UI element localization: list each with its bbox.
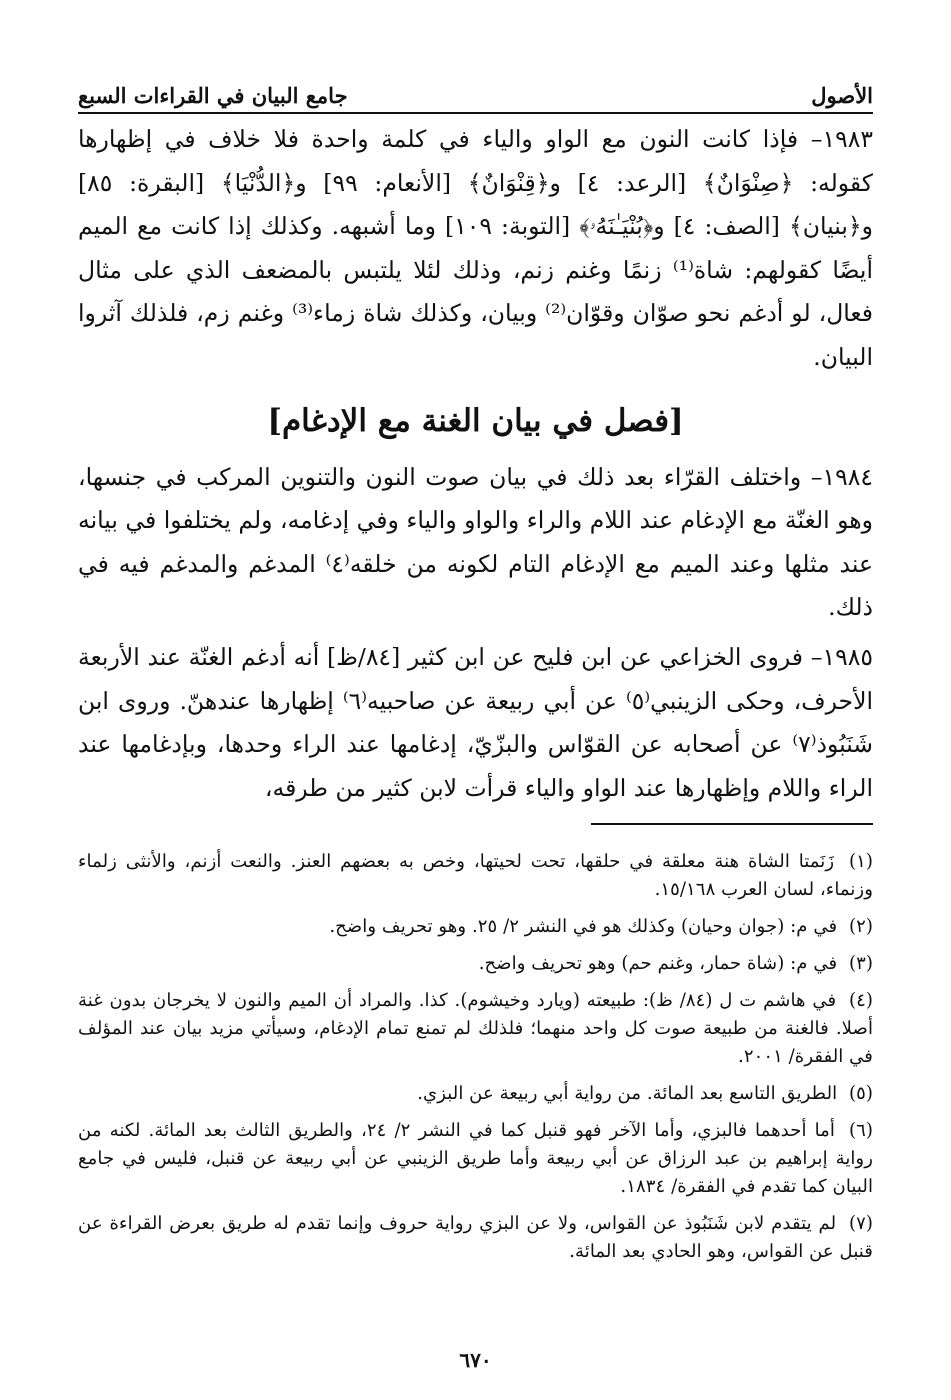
footnote-text: لم يتقدم لابن شَنَبُوذ عن القواس، ولا عن البزي رواية حروف وإنما تقدم له طريق بعرض القراءة عن قنبل عن القواس، وهو الحادي بعد المائة. [78, 1213, 873, 1262]
footnote-7 [78, 1210, 873, 1266]
footnote-5 [78, 1080, 873, 1108]
footnote-text: زَنَمتا الشاة هنة معلقة في حلقها، تحت لحيتها، وخص به بعضهم العنز. والنعت أزنم، والأنثى زلماء وزنماء، لسان العرب ١٥/١٦٨. [78, 851, 873, 900]
footnote-text: في م: (شاة حمار، وغنم حم) وهو تحريف واضح. [478, 953, 838, 974]
paragraph-1983 [78, 118, 873, 380]
footnote-3 [78, 950, 873, 978]
paragraph-text: فروى الخزاعي عن ابن فليح عن ابن كثير [٨٤/ظ] أنه أدغم الغنّة عند الأربعة الأحرف، وحكى الزينبي⁽٥⁾ عن أبي ربيعة عن صاحبيه⁽٦⁾ إظهارها عندهنّ. وروى ابن شَنَبُوذ⁽٧⁾ عن أصحابه عن القوّاس والبزّيّ، إدغامها عند الراء وحدها، وبإدغامها عند الراء واللام وإظهارها عند الواو والياء قرأت لابن كثير من طرقه، [78, 642, 873, 802]
footnote-text: في هاشم ت ل (٨٤/ ظ): طبيعته (ويارد وخيشوم). كذا. والمراد أن الميم والنون لا يخرجان بدون غنة أصلا. فالغنة من طبيعة صوت كل واحد منهما؛ فلذلك لم تمنع تمام الإدغام، وسيأتي مزيد بيان عند المؤلف في الفقرة/ ٢٠٠١. [78, 990, 873, 1067]
footnote-label: (٦) [849, 1120, 873, 1141]
book-title: جامع البيان في القراءات السبع [78, 83, 348, 108]
footnote-text: في م: (جوان وحيان) وكذلك هو في النشر ٢/ ٢٥. وهو تحريف واضح. [329, 916, 838, 937]
paragraph-number: ١٩٨٣– [810, 125, 873, 153]
footnote-label: (٧) [849, 1213, 873, 1234]
section-heading: [فصل في بيان الغنة مع الإدغام] [267, 402, 684, 439]
paragraph-1984 [78, 456, 873, 630]
footnote-label: (٣) [849, 953, 873, 974]
footnote-label: (٢) [849, 916, 873, 937]
footnotes [78, 848, 873, 1275]
footnote-label: (٥) [849, 1083, 873, 1104]
footnote-2 [78, 913, 873, 941]
footnote-text: الطريق التاسع بعد المائة. من رواية أبي ربيعة عن البزي. [417, 1083, 838, 1104]
footnote-label: (١) [848, 851, 873, 872]
footnote-label: (٤) [848, 990, 873, 1011]
paragraph-1985 [78, 636, 873, 810]
paragraph-text: فإذا كانت النون مع الواو والياء في كلمة واحدة فلا خلاف في إظهارها كقوله: ﴿صِنْوَانٌ﴾ [الرعد: ٤] و﴿قِنْوَانٌ﴾ [الأنعام: ٩٩] و﴿الدُّنْيَا﴾ [البقرة: ٨٥] و﴿بنيان﴾ [الصف: ٤] و﴿بُنْيَـٰنَهُۥ﴾ [التوبة: ١٠٩] وما أشبهه. وكذلك إذا كانت مع الميم أيضًا كقولهم: شاة⁽¹⁾ زنمًا وغنم زنم، وذلك لئلا يلتبس بالمضعف الذي على مثال فعال، لو أدغم نحو صوّان وقوّان⁽²⁾ وبيان، وكذلك شاة زماء⁽³⁾ وغنم زم، فلذلك آثروا البيان. [78, 125, 873, 371]
paragraph-text: واختلف القرّاء بعد ذلك في بيان صوت النون والتنوين المركب في جنسها، وهو الغنّة مع الإدغام عند اللام والراء والواو والياء وفي إدغامه، ولم يختلفوا في بيانه عند مثلها وعند الميم مع الإدغام التام لكونه من خلقه⁽٤⁾ المدغم والمدغم فيه في ذلك. [78, 462, 874, 622]
section-title: الأصول [811, 83, 873, 108]
footnote-4 [78, 987, 873, 1071]
footnote-separator [591, 823, 873, 825]
paragraph-number: ١٩٨٥– [810, 642, 873, 671]
main-text [78, 118, 873, 810]
running-head [78, 68, 873, 114]
footnote-text: أما أحدهما فالبزي، وأما الآخر فهو قنبل كما في النشر ٢/ ٢٤، والطريق الثالث بعد المائة. لكنه من رواية إبراهيم بن عبد الرزاق عن أبي ربيعة وأما طريق الزينبي عن أبي ربيعة عن قنبل، فليس في جامع البيان كما تقدم في الفقرة/ ١٨٣٤. [78, 1120, 873, 1197]
page-number: ٦٧٠ [459, 1348, 492, 1372]
paragraph-number: ١٩٨٤– [810, 462, 873, 491]
footnote-1 [78, 848, 873, 904]
footnote-6 [78, 1117, 873, 1201]
